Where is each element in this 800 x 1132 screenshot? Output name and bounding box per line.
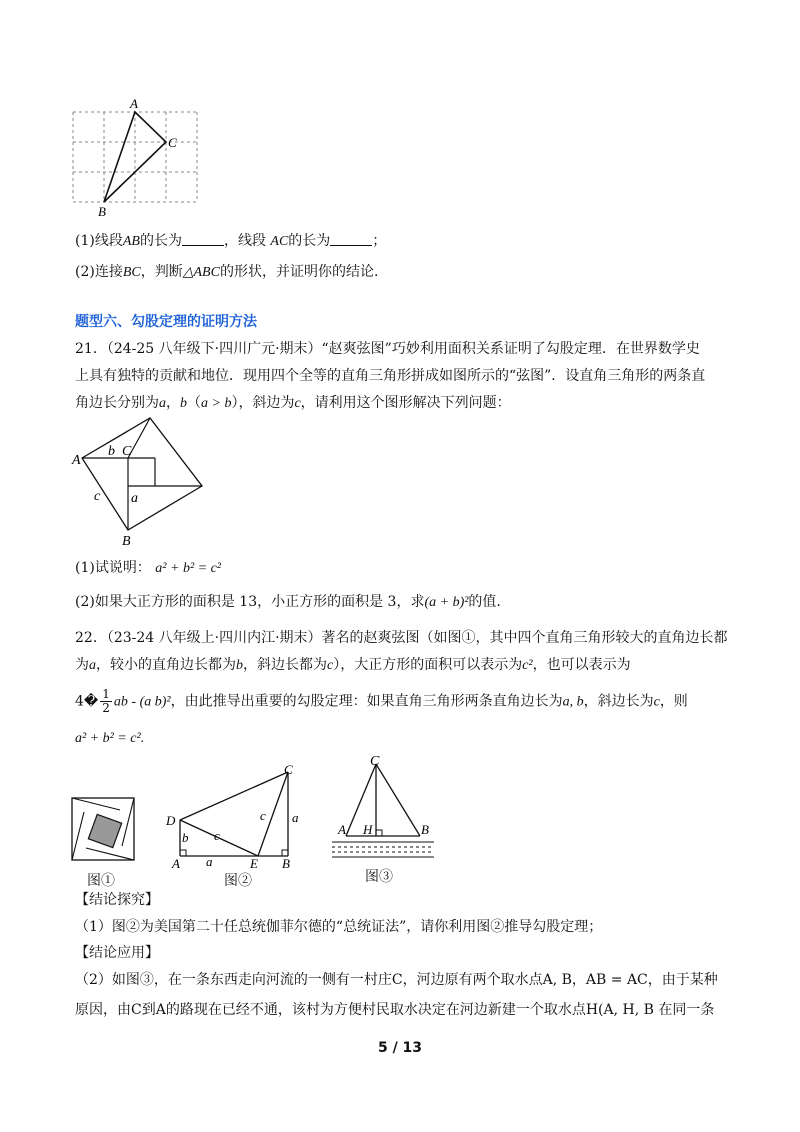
label-a1: a <box>206 854 213 869</box>
q20-part2: (2)连接BC，判断△ABC的形状，并证明你的结论. <box>75 264 379 280</box>
apply-heading: 【结论应用】 <box>75 945 159 961</box>
answer-blank-ac[interactable] <box>330 232 372 246</box>
q22-line2: 为a，较小的直角边长都为b，斜边长都为c），大正方形的面积可以表示为c²，也可以表示为 <box>75 657 631 673</box>
label-C: C <box>284 762 293 777</box>
label-E: E <box>250 856 258 871</box>
label-A: A <box>172 856 180 871</box>
label-c1: c <box>214 828 220 843</box>
q22-line1: 22．（23-24 八年级上·四川内江·期末）著名的赵爽弦图（如图①，其中四个直角三角形较大的直角边长都 <box>75 630 728 646</box>
q21-line2: 上具有独特的贡献和地位．现用四个全等的直角三角形拼成如图所示的“弦图”．设直角三角形的两条直 <box>75 368 706 384</box>
section-title: 题型六、勾股定理的证明方法 <box>75 314 257 330</box>
label-A: A <box>130 96 138 111</box>
label-C: C <box>122 444 132 459</box>
label-a: a <box>131 491 138 506</box>
label-b: b <box>182 830 189 845</box>
label-B: B <box>122 534 131 548</box>
label-c2: c <box>260 808 266 823</box>
figure-1 <box>70 796 140 866</box>
q21-line1: 21．（24-25 八年级下·四川广元·期末）“赵爽弦图”巧妙利用面积关系证明了勾股定理．在世界数学史 <box>75 341 700 357</box>
label-B: B <box>421 822 429 837</box>
figure-3-caption: 图③ <box>365 869 393 885</box>
fraction-half: $\frac{1}{2}$ <box>102 687 110 715</box>
apply-line1: （2）如图③，在一条东西走向河流的一侧有一村庄C，河边原有两个取水点A, B，AB = AC，由于某种 <box>75 972 718 988</box>
figure-2-caption: 图② <box>224 873 252 889</box>
q20-part1: (1)线段AB的长为 ，线段 AC的长为 ； <box>75 233 387 249</box>
label-c: c <box>94 489 101 504</box>
page-number: 5 / 13 <box>377 1040 423 1056</box>
label-a2: a <box>292 810 299 825</box>
q22-line4: a² + b² = c². <box>75 731 145 746</box>
apply-line2: 原因，由C到A的路现在已经不通，该村为方便村民取水决定在河边新建一个取水点H(A, H, B 在同一条 <box>75 1002 715 1018</box>
q22-line3: 4� $\frac{1}{2}$ ab - (a b)²，由此推导出重要的勾股定理：如果直角三角形两条直角边长为a, b，斜边长为c，则 <box>75 687 688 715</box>
q21-line3: 角边长分别为a，b（a > b），斜边为c，请利用这个图形解决下列问题： <box>75 395 511 411</box>
grid-triangle-figure <box>60 95 220 220</box>
label-C: C <box>168 135 177 150</box>
label-B: B <box>282 856 290 871</box>
label-D: D <box>166 813 176 828</box>
label-H: H <box>363 822 373 837</box>
answer-blank-ab[interactable] <box>182 232 224 246</box>
label-A: A <box>72 453 81 468</box>
q21-part1: (1)试说明： a² + b² = c² <box>75 560 221 576</box>
label-b: b <box>108 444 115 459</box>
explore-text: （1）图②为美国第二十任总统伽菲尔德的“总统证法”，请你利用图②推导勾股定理； <box>75 919 603 935</box>
zhao-shuang-figure <box>70 408 215 548</box>
label-A: A <box>338 822 346 837</box>
q21-part2: (2)如果大正方形的面积是 13，小正方形的面积是 3，求(a + b)²的值. <box>75 594 501 610</box>
figure-1-caption: 图① <box>87 873 115 889</box>
label-C: C <box>370 754 380 769</box>
figure-2 <box>160 760 310 872</box>
explore-heading: 【结论探究】 <box>75 892 159 908</box>
label-B: B <box>98 204 106 219</box>
figure-3 <box>330 752 440 862</box>
